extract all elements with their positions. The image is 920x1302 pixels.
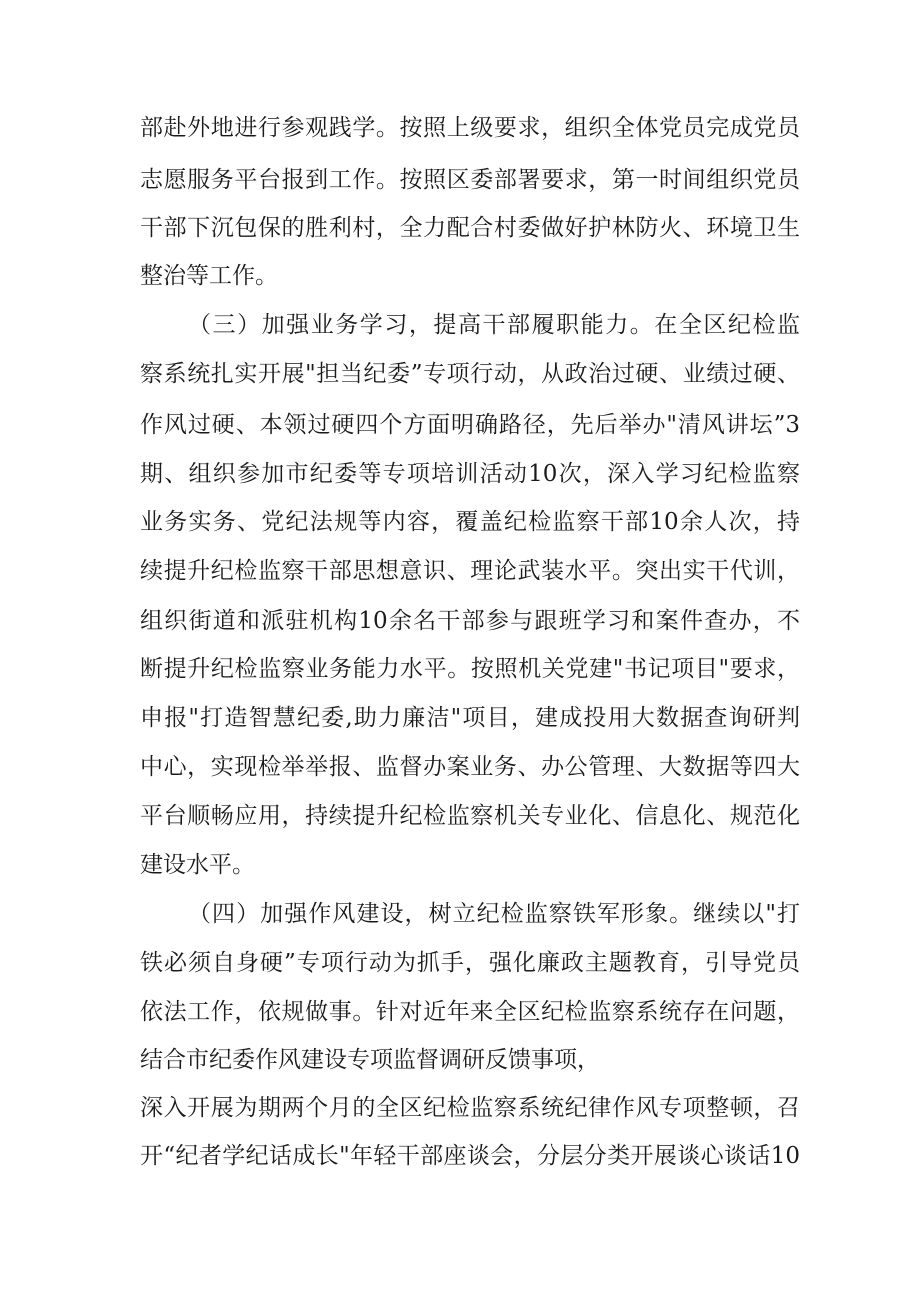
body-text-line: 中心，实现检举举报、监督办案业务、办公管理、大数据等四大 <box>140 754 800 780</box>
body-text-line: 开“纪者学纪话成长"年轻干部座谈会，分层分类开展谈心谈话10 <box>140 1143 800 1169</box>
body-text-line: 深入开展为期两个月的全区纪检监察系统纪律作风专项整顿，召 <box>140 1095 800 1121</box>
body-text-line: 期、组织参加市纪委等专项培训活动10次，深入学习纪检监察 <box>140 461 800 487</box>
body-text-line: 续提升纪检监察干部思想意识、理论武装水平。突出实干代训， <box>140 558 800 584</box>
body-text-line: 断提升纪检监察业务能力水平。按照机关党建"书记项目"要求， <box>140 656 800 682</box>
section-heading-line: （四）加强作风建设，树立纪检监察铁军形象。继续以"打 <box>188 901 800 927</box>
body-text-line: 志愿服务平台报到工作。按照区委部署要求，第一时间组织党员 <box>140 167 800 193</box>
body-text-line: 申报"打造智慧纪委,助力廉洁"项目，建成投用大数据查询研判 <box>140 705 800 731</box>
body-text-line: 部赴外地进行参观践学。按照上级要求，组织全体党员完成党员 <box>140 115 800 141</box>
body-text-line: 组织街道和派驻机构10余名干部参与跟班学习和案件查办，不 <box>140 608 800 634</box>
body-text-line: 整治等工作。 <box>140 263 278 289</box>
body-text-line: 干部下沉包保的胜利村，全力配合村委做好护林防火、环境卫生 <box>140 215 800 241</box>
body-text-line: 平台顺畅应用，持续提升纪检监察机关专业化、信息化、规范化 <box>140 803 800 829</box>
body-text-line: 察系统扎实开展"担当纪委”专项行动，从政治过硬、业绩过硬、 <box>140 361 800 387</box>
body-text-line: 建设水平。 <box>140 852 255 878</box>
body-text-line: 作风过硬、本领过硬四个方面明确路径，先后举办"清风讲坛”3 <box>140 412 800 438</box>
body-text-line: 业务实务、党纪法规等内容，覆盖纪检监察干部10余人次，持 <box>140 509 800 535</box>
section-heading-line: （三）加强业务学习，提高干部履职能力。在全区纪检监 <box>188 312 800 338</box>
body-text-line: 结合市纪委作风建设专项监督调研反馈事项， <box>140 1047 600 1073</box>
body-text-line: 铁必须自身硬”专项行动为抓手，强化廉政主题教育，引导党员 <box>140 950 800 976</box>
body-text-line: 依法工作，依规做事。针对近年来全区纪检监察系统存在问题， <box>140 999 800 1025</box>
